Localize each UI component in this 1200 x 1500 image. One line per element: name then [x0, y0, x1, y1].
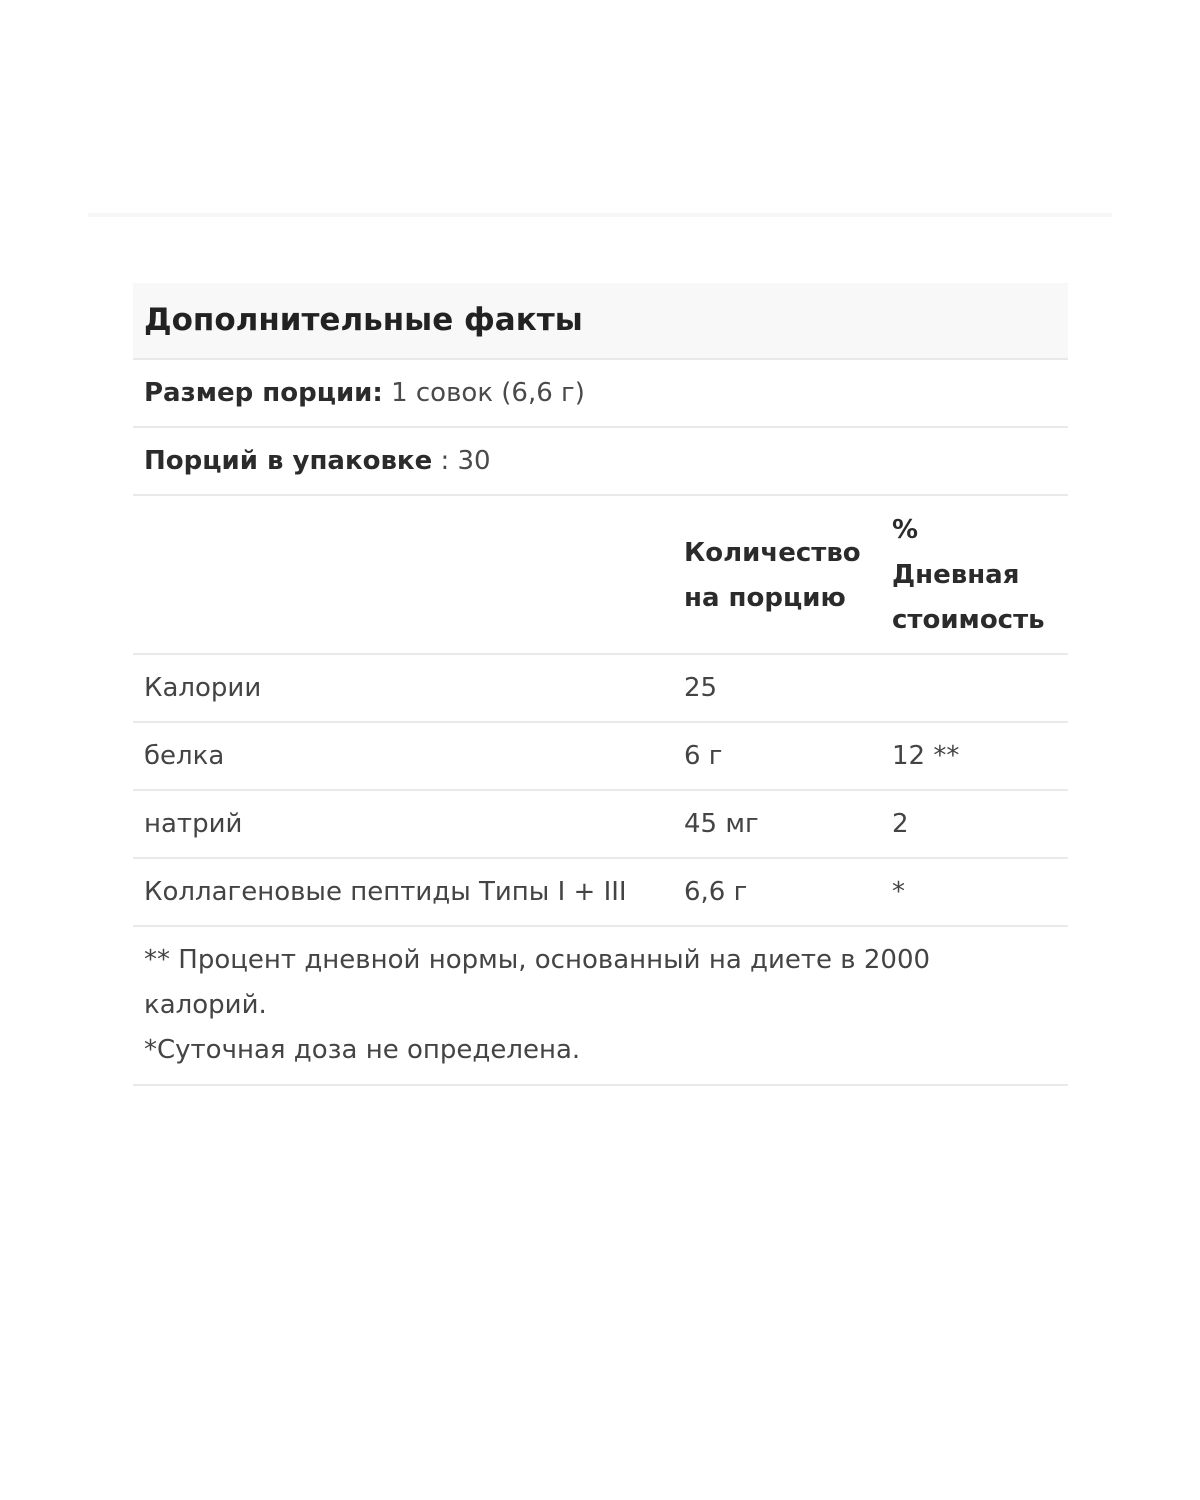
serving-size: [133, 359, 1068, 427]
footnote-dv-not-established: *Суточная доза не определена.: [144, 1035, 581, 1065]
supplement-facts-title: Дополнительные факты: [133, 283, 1068, 359]
table-row: [133, 858, 1068, 926]
nutrient-daily-value: [881, 654, 1068, 722]
nutrient-amount: 45 мг: [684, 808, 759, 839]
header-daily-value: [881, 495, 1068, 654]
top-divider: [88, 213, 1112, 217]
nutrient-daily-value: *: [892, 876, 905, 907]
nutrient-amount: 25: [684, 672, 718, 703]
table-row: [133, 722, 1068, 790]
servings-value: : 30: [432, 445, 491, 476]
header-amount-line2: на порцию: [684, 582, 846, 613]
nutrient-daily-value: 2: [892, 808, 909, 839]
supplement-facts-title-row: [133, 283, 1068, 359]
serving-size-label: Размер порции:: [144, 377, 383, 408]
nutrient-name: Коллагеновые пептиды Типы I + III: [144, 876, 627, 907]
table-row: [133, 654, 1068, 722]
footnotes-row: [133, 926, 1068, 1085]
servings-per-container-row: [133, 427, 1068, 495]
nutrient-daily-value: 12 **: [892, 740, 960, 771]
supplement-facts-table: [133, 283, 1068, 1086]
header-dv-line3: стоимость: [892, 605, 1045, 635]
footnote-daily-value-basis-cont: калорий.: [144, 990, 267, 1020]
header-amount-per-serving: [673, 495, 881, 654]
header-empty-cell: [133, 495, 673, 654]
footnote-daily-value-basis: ** Процент дневной нормы, основанный на диете в 2000: [144, 945, 931, 975]
serving-size-row: [133, 359, 1068, 427]
nutrient-amount: 6 г: [684, 740, 723, 771]
header-dv-line1: %: [892, 515, 919, 545]
table-row: [133, 790, 1068, 858]
servings-label: Порций в упаковке: [144, 445, 433, 476]
nutrient-name: белка: [144, 740, 225, 771]
nutrient-amount: 6,6 г: [684, 876, 748, 907]
nutrient-name: натрий: [144, 808, 243, 839]
column-header-row: [133, 495, 1068, 654]
header-amount-line1: Количество: [684, 537, 861, 568]
servings-per-container: [133, 427, 1068, 495]
footnotes: [133, 926, 1068, 1085]
serving-size-value: 1 совок (6,6 г): [382, 377, 585, 408]
nutrient-name: Калории: [144, 672, 262, 703]
header-dv-line2: Дневная: [892, 560, 1020, 590]
